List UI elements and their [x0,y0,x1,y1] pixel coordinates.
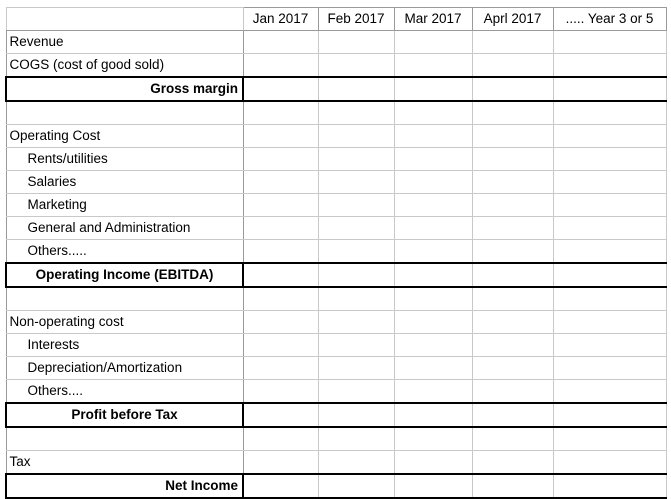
cell[interactable] [6,287,243,311]
tax-row [6,451,666,475]
cell[interactable] [472,31,553,54]
cell[interactable] [472,125,553,148]
cell[interactable] [318,54,394,78]
operating-income-label[interactable]: Operating Income (EBITDA) [6,263,243,287]
cell[interactable] [472,54,553,78]
cell[interactable] [394,380,472,404]
cell[interactable] [553,171,666,194]
header-feb-2017[interactable]: Feb 2017 [318,8,394,31]
cell[interactable] [553,101,666,125]
cell[interactable] [553,427,666,451]
cell[interactable] [553,357,666,380]
cell[interactable] [472,77,553,101]
cell[interactable] [472,101,553,125]
cell[interactable] [243,427,318,451]
cell[interactable] [472,380,553,404]
header-mar-2017[interactable]: Mar 2017 [394,8,472,31]
cell[interactable] [472,357,553,380]
cell[interactable] [553,240,666,264]
cell[interactable] [553,380,666,404]
cell[interactable] [553,287,666,311]
cell[interactable] [243,54,318,78]
spacer-row [6,101,666,125]
cell[interactable] [472,474,553,498]
cell[interactable] [318,125,394,148]
cell[interactable] [318,217,394,240]
cell[interactable] [472,171,553,194]
cell[interactable] [394,31,472,54]
salaries-label[interactable]: Salaries [6,171,243,194]
cell[interactable] [472,287,553,311]
cell[interactable] [472,194,553,217]
header-jan-2017[interactable]: Jan 2017 [243,8,318,31]
others-row-2 [6,380,666,404]
cell[interactable] [553,54,666,78]
cell[interactable] [394,217,472,240]
spacer-row [6,427,666,451]
pnl-table [5,7,667,499]
cell[interactable] [394,171,472,194]
cell[interactable] [243,77,318,101]
tax-label[interactable]: Tax [6,451,243,475]
cell[interactable] [318,31,394,54]
cell[interactable] [318,77,394,101]
gross-margin-label[interactable]: Gross margin [6,77,243,101]
profit-before-tax-label[interactable]: Profit before Tax [6,403,243,427]
cell[interactable] [318,403,394,427]
cell[interactable] [243,287,318,311]
net-income-label[interactable]: Net Income [6,474,243,498]
header-corner-cell[interactable] [6,8,243,31]
cell[interactable] [472,217,553,240]
cell[interactable] [472,427,553,451]
cell[interactable] [243,194,318,217]
cell[interactable] [243,125,318,148]
cell[interactable] [394,403,472,427]
cell[interactable] [553,334,666,357]
cell[interactable] [553,31,666,54]
cell[interactable] [243,451,318,475]
cell[interactable] [553,77,666,101]
cell[interactable] [394,334,472,357]
header-year-3-or-5[interactable]: ..... Year 3 or 5 [553,8,666,31]
cell[interactable] [394,148,472,171]
gross-margin-row [6,77,666,101]
cell[interactable] [318,357,394,380]
cell[interactable] [394,427,472,451]
marketing-row [6,194,666,217]
cell[interactable] [394,194,472,217]
cell[interactable] [394,287,472,311]
revenue-row [6,31,666,54]
cell[interactable] [318,311,394,334]
cell[interactable] [394,54,472,78]
non-operating-label[interactable]: Non-operating cost [6,311,243,334]
cell[interactable] [6,427,243,451]
header-apr-2017[interactable]: Aprl 2017 [472,8,553,31]
cell[interactable] [318,474,394,498]
operating-income-row [6,263,666,287]
cell[interactable] [243,263,318,287]
operating-cost-row [6,125,666,148]
cell[interactable] [318,240,394,264]
non-operating-row [6,311,666,334]
cell[interactable] [394,474,472,498]
cell[interactable] [553,474,666,498]
cell[interactable] [243,148,318,171]
cell[interactable] [318,148,394,171]
gna-label[interactable]: General and Administration [6,217,243,240]
spacer-row [6,287,666,311]
header-row [6,8,666,31]
cell[interactable] [394,125,472,148]
cell[interactable] [394,311,472,334]
cell[interactable] [243,171,318,194]
cell[interactable] [553,125,666,148]
cogs-row [6,54,666,78]
others-label-1[interactable]: Others..... [6,240,243,264]
cogs-label[interactable]: COGS (cost of good sold) [6,54,243,78]
rents-label[interactable]: Rents/utilities [6,148,243,171]
cell[interactable] [553,263,666,287]
cell[interactable] [243,474,318,498]
cell[interactable] [243,403,318,427]
others-label-2[interactable]: Others.... [6,380,243,404]
cell[interactable] [553,148,666,171]
cell[interactable] [318,194,394,217]
cell[interactable] [318,287,394,311]
salaries-row [6,171,666,194]
cell[interactable] [394,357,472,380]
cell[interactable] [243,101,318,125]
marketing-label[interactable]: Marketing [6,194,243,217]
operating-cost-label[interactable]: Operating Cost [6,125,243,148]
others-row-1 [6,240,666,264]
cell[interactable] [553,194,666,217]
cell[interactable] [553,451,666,475]
cell[interactable] [318,171,394,194]
cell[interactable] [553,311,666,334]
cell[interactable] [394,77,472,101]
cell[interactable] [318,101,394,125]
cell[interactable] [553,403,666,427]
profit-before-tax-row [6,403,666,427]
cell[interactable] [394,263,472,287]
cell[interactable] [472,334,553,357]
cell[interactable] [472,403,553,427]
cell[interactable] [318,334,394,357]
rents-row [6,148,666,171]
cell[interactable] [6,101,243,125]
gna-row [6,217,666,240]
depreciation-label[interactable]: Depreciation/Amortization [6,357,243,380]
cell[interactable] [553,217,666,240]
cell[interactable] [243,217,318,240]
pnl-spreadsheet [5,7,665,499]
cell[interactable] [243,380,318,404]
cell[interactable] [394,240,472,264]
interests-label[interactable]: Interests [6,334,243,357]
cell[interactable] [472,451,553,475]
cell[interactable] [318,263,394,287]
cell[interactable] [243,311,318,334]
cell[interactable] [318,451,394,475]
cell[interactable] [394,101,472,125]
cell[interactable] [243,31,318,54]
net-income-row [6,474,666,498]
interests-row [6,334,666,357]
cell[interactable] [243,240,318,264]
cell[interactable] [472,311,553,334]
depreciation-row [6,357,666,380]
revenue-label[interactable]: Revenue [6,31,243,54]
cell[interactable] [318,427,394,451]
cell[interactable] [318,380,394,404]
cell[interactable] [472,263,553,287]
cell[interactable] [243,334,318,357]
cell[interactable] [472,240,553,264]
cell[interactable] [394,451,472,475]
cell[interactable] [243,357,318,380]
cell[interactable] [472,148,553,171]
